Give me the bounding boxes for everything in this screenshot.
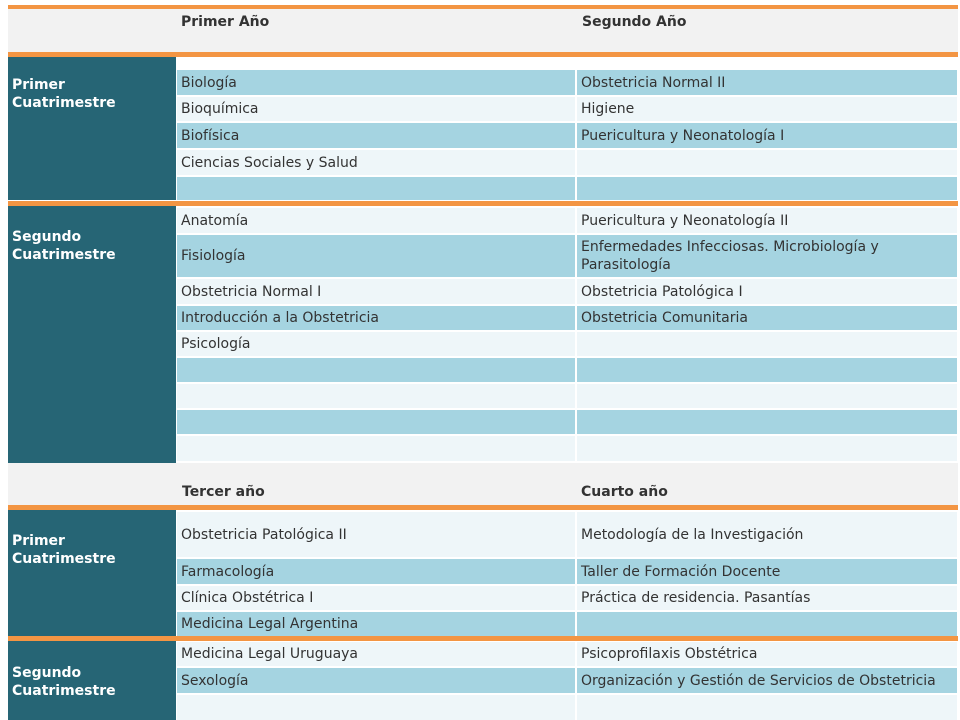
sidebar-label: Primer Cuatrimestre — [12, 77, 116, 111]
table-cell — [577, 384, 957, 408]
table-cell: Puericultura y Neonatología I — [577, 123, 957, 148]
table-cell: Práctica de residencia. Pasantías — [577, 586, 957, 610]
table-cell: Obstetricia Patológica II — [177, 512, 575, 557]
table-cell: Obstetricia Normal II — [577, 70, 957, 95]
table-cell: Psicoprofilaxis Obstétrica — [577, 642, 957, 666]
table-cell: Sexología — [177, 668, 575, 693]
table-cell: Introducción a la Obstetricia — [177, 306, 575, 330]
table-cell: Taller de Formación Docente — [577, 559, 957, 584]
table-cell — [177, 177, 575, 200]
table-cell — [577, 150, 957, 175]
table-cell — [577, 436, 957, 461]
table-cell: Farmacología — [177, 559, 575, 584]
table-cell: Psicología — [177, 332, 575, 356]
table-cell: Biofísica — [177, 123, 575, 148]
table-cell: Fisiología — [177, 235, 575, 277]
header-row-years-3-4 — [8, 463, 958, 505]
sidebar-label: Segundo Cuatrimestre — [12, 665, 116, 699]
table-cell: Biología — [177, 70, 575, 95]
table-cell: Clínica Obstétrica I — [177, 586, 575, 610]
table-cell — [577, 177, 957, 200]
table-cell: Enfermedades Infecciosas. Microbiología y Parasitología — [577, 235, 957, 277]
table-cell — [577, 612, 957, 636]
table-cell — [577, 332, 957, 356]
table-cell: Metodología de la Investigación — [577, 512, 957, 557]
table-cell — [177, 436, 575, 461]
table-cell: Bioquímica — [177, 97, 575, 121]
table-cell: Ciencias Sociales y Salud — [177, 150, 575, 175]
header-row-years-1-2 — [8, 9, 958, 52]
table-cell — [577, 695, 957, 720]
table-cell: Higiene — [577, 97, 957, 121]
table-cell: Medicina Legal Argentina — [177, 612, 575, 636]
sidebar-primer-cuatrimestre — [8, 510, 176, 636]
header-primer-anio: Primer Año — [181, 14, 270, 30]
table-cell: Anatomía — [177, 208, 575, 233]
header-tercer-anio: Tercer año — [182, 484, 265, 500]
table-cell — [177, 410, 575, 434]
header-segundo-anio: Segundo Año — [582, 14, 687, 30]
table-cell — [177, 695, 575, 720]
header-cuarto-anio: Cuarto año — [581, 484, 668, 500]
table-cell — [577, 410, 957, 434]
table-cell — [177, 384, 575, 408]
table-cell: Obstetricia Normal I — [177, 279, 575, 304]
table-cell: Obstetricia Comunitaria — [577, 306, 957, 330]
table-cell — [177, 358, 575, 382]
sidebar-label: Primer Cuatrimestre — [12, 533, 116, 567]
table-cell — [577, 358, 957, 382]
sidebar-label: Segundo Cuatrimestre — [12, 229, 116, 263]
table-cell: Medicina Legal Uruguaya — [177, 642, 575, 666]
table-cell: Obstetricia Patológica I — [577, 279, 957, 304]
table-cell: Organización y Gestión de Servicios de Obstetricia — [577, 668, 957, 693]
table-cell: Puericultura y Neonatología II — [577, 208, 957, 233]
